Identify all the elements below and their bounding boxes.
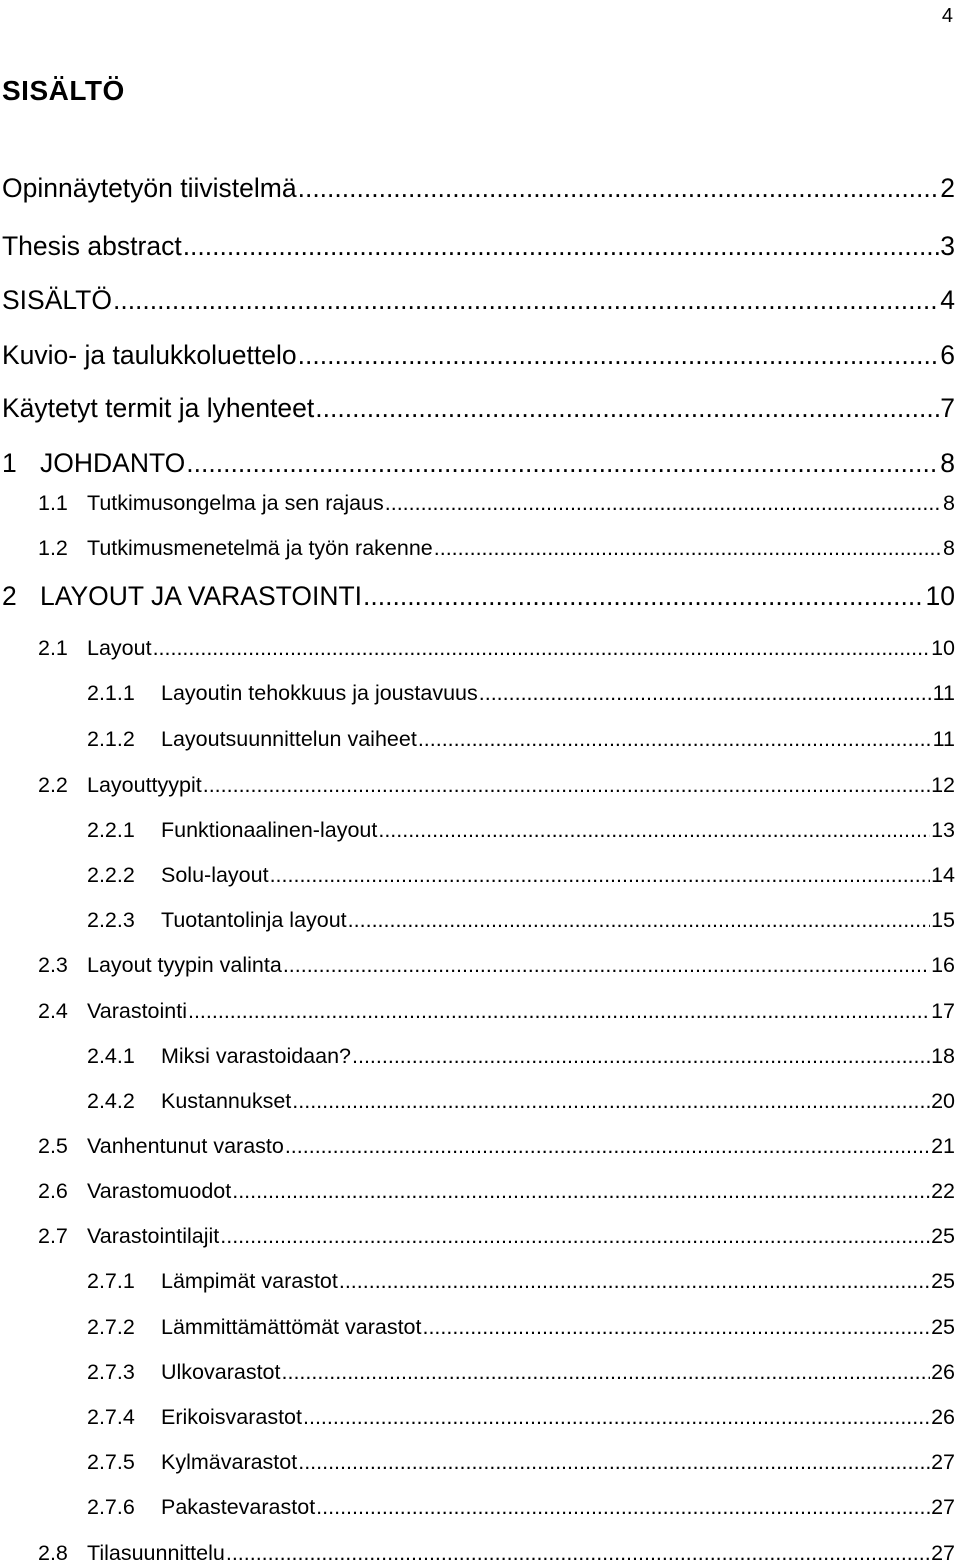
toc-heading: SISÄLTÖ bbox=[2, 75, 125, 106]
dot-leader bbox=[183, 228, 940, 264]
toc-entry-title: Varastomuodot bbox=[87, 1179, 232, 1203]
toc-entry-title: Pakastevarastot bbox=[161, 1495, 316, 1519]
dot-leader bbox=[385, 488, 942, 518]
toc-entry-page: 11 bbox=[932, 727, 955, 751]
toc-entry-chapter[interactable] bbox=[2, 228, 955, 264]
toc-entry-page: 15 bbox=[931, 908, 955, 932]
dot-leader bbox=[203, 770, 930, 800]
toc-entry-title: Varastointilajit bbox=[87, 1224, 220, 1248]
toc-entry-title: Kustannukset bbox=[161, 1089, 292, 1113]
toc-entry-title: Tutkimusongelma ja sen rajaus bbox=[87, 491, 384, 515]
dot-leader bbox=[352, 1041, 930, 1071]
toc-entry-title: Solu-layout bbox=[161, 863, 269, 887]
toc-entry-number: 1.1 bbox=[38, 491, 68, 515]
toc-entry-page: 14 bbox=[931, 863, 955, 887]
toc-entry-number: 2.7.5 bbox=[87, 1450, 135, 1474]
dot-leader bbox=[303, 1402, 930, 1432]
toc-entry-number: 2.1.2 bbox=[87, 727, 135, 751]
toc-entry-page: 25 bbox=[931, 1269, 955, 1293]
toc-entry-page: 25 bbox=[931, 1224, 955, 1248]
toc-entry-number: 2.7.6 bbox=[87, 1495, 135, 1519]
dot-leader bbox=[339, 1266, 930, 1296]
toc-entry-chapter[interactable] bbox=[2, 282, 955, 318]
toc-entry-title: Lämpimät varastot bbox=[161, 1269, 338, 1293]
toc-entry-title: Thesis abstract bbox=[2, 231, 182, 261]
toc-entry-chapter[interactable] bbox=[2, 390, 955, 426]
toc-entry-number: 2.7.2 bbox=[87, 1315, 135, 1339]
toc-entry-title: SISÄLTÖ bbox=[2, 285, 112, 315]
toc-entry-subsection[interactable] bbox=[87, 815, 955, 845]
toc-entry-subsection[interactable] bbox=[87, 860, 955, 890]
toc-entry-subsection[interactable] bbox=[87, 905, 955, 935]
toc-entry-title: Layouttyypit bbox=[87, 773, 202, 797]
dot-leader bbox=[434, 533, 942, 563]
toc-entry-number: 2.6 bbox=[38, 1179, 68, 1203]
toc-entry-title: Opinnäytetyön tiivistelmä bbox=[2, 173, 297, 203]
toc-entry-page: 26 bbox=[931, 1360, 955, 1384]
toc-entry-page: 27 bbox=[931, 1495, 955, 1519]
toc-entry-number: 2.8 bbox=[38, 1541, 68, 1565]
toc-entry-subsection[interactable] bbox=[87, 1447, 955, 1477]
toc-entry-title: Kuvio- ja taulukkoluettelo bbox=[2, 340, 297, 370]
toc-entry-section[interactable] bbox=[38, 950, 955, 980]
toc-entry-section[interactable] bbox=[38, 533, 955, 563]
toc-entry-page: 2 bbox=[940, 173, 955, 203]
dot-leader bbox=[422, 1312, 930, 1342]
toc-entry-section[interactable] bbox=[38, 633, 955, 663]
dot-leader bbox=[186, 445, 939, 481]
toc-entry-section[interactable] bbox=[38, 488, 955, 518]
toc-entry-page: 10 bbox=[931, 636, 955, 660]
toc-entry-page: 26 bbox=[931, 1405, 955, 1429]
toc-entry-subsection[interactable] bbox=[87, 1041, 955, 1071]
toc-entry-subsection[interactable] bbox=[87, 724, 955, 754]
toc-entry-page: 22 bbox=[931, 1179, 955, 1203]
toc-entry-subsection[interactable] bbox=[87, 1266, 955, 1296]
toc-entry-number: 1.2 bbox=[38, 536, 68, 560]
toc-entry-page: 27 bbox=[931, 1450, 955, 1474]
dot-leader bbox=[378, 815, 930, 845]
toc-entry-chapter[interactable] bbox=[2, 337, 955, 373]
toc-entry-number: 2.2.3 bbox=[87, 908, 135, 932]
toc-entry-page: 6 bbox=[940, 340, 955, 370]
toc-entry-subsection[interactable] bbox=[87, 1357, 955, 1387]
toc-entry-number: 2.4.2 bbox=[87, 1089, 135, 1113]
toc-entry-section[interactable] bbox=[38, 996, 955, 1026]
dot-leader bbox=[348, 905, 930, 935]
toc-entry-number: 2.7.4 bbox=[87, 1405, 135, 1429]
dot-leader bbox=[220, 1221, 930, 1251]
toc-entry-title: Layoutin tehokkuus ja joustavuus bbox=[161, 681, 478, 705]
toc-entry-title: Varastointi bbox=[87, 999, 187, 1023]
toc-entry-title: Lämmittämättömät varastot bbox=[161, 1315, 422, 1339]
toc-entry-title: Ulkovarastot bbox=[161, 1360, 281, 1384]
toc-entry-number: 2.2 bbox=[38, 773, 68, 797]
toc-entry-page: 27 bbox=[931, 1541, 955, 1565]
dot-leader bbox=[292, 1086, 930, 1116]
toc-entry-number: 2.7.3 bbox=[87, 1360, 135, 1384]
toc-entry-page: 4 bbox=[940, 285, 955, 315]
toc-entry-page: 7 bbox=[940, 393, 955, 423]
toc-entry-number: 2.1 bbox=[38, 636, 68, 660]
dot-leader bbox=[315, 390, 939, 426]
dot-leader bbox=[270, 860, 931, 890]
toc-entry-number: 2.5 bbox=[38, 1134, 68, 1158]
toc-entry-section[interactable] bbox=[38, 1176, 955, 1206]
toc-entry-title: JOHDANTO bbox=[40, 448, 186, 478]
toc-entry-subsection[interactable] bbox=[87, 1086, 955, 1116]
toc-entry-number: 2.2.2 bbox=[87, 863, 135, 887]
toc-entry-number: 2.4 bbox=[38, 999, 68, 1023]
toc-entry-subsection[interactable] bbox=[87, 1492, 955, 1522]
toc-entry-title: Layout tyypin valinta bbox=[87, 953, 282, 977]
toc-entry-number: 1 bbox=[2, 448, 17, 478]
dot-leader bbox=[479, 678, 932, 708]
toc-entry-page: 8 bbox=[943, 491, 955, 515]
toc-entry-page: 17 bbox=[931, 999, 955, 1023]
toc-entry-section[interactable] bbox=[38, 1131, 955, 1161]
dot-leader bbox=[285, 1131, 930, 1161]
dot-leader bbox=[418, 724, 932, 754]
toc-entry-title: Miksi varastoidaan? bbox=[161, 1044, 352, 1068]
toc-entry-number: 2.4.1 bbox=[87, 1044, 135, 1068]
toc-entry-title: Tilasuunnittelu bbox=[87, 1541, 225, 1565]
toc-entry-number: 2.3 bbox=[38, 953, 68, 977]
toc-entry-page: 12 bbox=[931, 773, 955, 797]
toc-entry-page: 13 bbox=[931, 818, 955, 842]
toc-entry-section[interactable] bbox=[38, 1221, 955, 1251]
toc-entry-number: 2.2.1 bbox=[87, 818, 135, 842]
toc-entry-chapter[interactable] bbox=[2, 445, 955, 481]
toc-entry-title: Kylmävarastot bbox=[161, 1450, 298, 1474]
page-number: 4 bbox=[941, 5, 953, 27]
toc-entry-number: 2.7.1 bbox=[87, 1269, 135, 1293]
toc-entry-number: 2 bbox=[2, 581, 17, 611]
dot-leader bbox=[153, 633, 931, 663]
toc-entry-page: 21 bbox=[931, 1134, 955, 1158]
toc-entry-number: 2.7 bbox=[38, 1224, 68, 1248]
dot-leader bbox=[298, 337, 940, 373]
toc-entry-title: Käytetyt termit ja lyhenteet bbox=[2, 393, 315, 423]
toc-entry-page: 18 bbox=[931, 1044, 955, 1068]
toc-entry-page: 8 bbox=[943, 536, 955, 560]
dot-leader bbox=[113, 282, 939, 318]
dot-leader bbox=[282, 1357, 931, 1387]
toc-entry-page: 8 bbox=[940, 448, 955, 478]
toc-entry-page: 25 bbox=[931, 1315, 955, 1339]
toc-entry-page: 16 bbox=[931, 953, 955, 977]
toc-entry-subsection[interactable] bbox=[87, 1402, 955, 1432]
dot-leader bbox=[316, 1492, 930, 1522]
dot-leader bbox=[188, 996, 930, 1026]
toc-entry-title: Tuotantolinja layout bbox=[161, 908, 347, 932]
toc-entry-subsection[interactable] bbox=[87, 1312, 955, 1342]
dot-leader bbox=[363, 578, 925, 614]
dot-leader bbox=[298, 170, 940, 206]
toc-entry-title: Erikoisvarastot bbox=[161, 1405, 302, 1429]
toc-entry-title: Layoutsuunnittelun vaiheet bbox=[161, 727, 417, 751]
toc-entry-page: 11 bbox=[932, 681, 955, 705]
dot-leader bbox=[283, 950, 930, 980]
toc-entry-page: 10 bbox=[925, 581, 955, 611]
toc-entry-chapter[interactable] bbox=[2, 170, 955, 206]
dot-leader bbox=[298, 1447, 930, 1477]
toc-entry-title: Layout bbox=[87, 636, 152, 660]
toc-entry-number: 2.1.1 bbox=[87, 681, 135, 705]
toc-entry-section[interactable] bbox=[38, 770, 955, 800]
toc-entry-page: 20 bbox=[931, 1089, 955, 1113]
toc-entry-title: Vanhentunut varasto bbox=[87, 1134, 284, 1158]
toc-entry-title: Funktionaalinen-layout bbox=[161, 818, 378, 842]
toc-entry-chapter[interactable] bbox=[2, 578, 955, 614]
toc-entry-title: LAYOUT JA VARASTOINTI bbox=[40, 581, 363, 611]
toc-entry-subsection[interactable] bbox=[87, 678, 955, 708]
dot-leader bbox=[232, 1176, 930, 1206]
toc-entry-page: 3 bbox=[940, 231, 955, 261]
toc-entry-title: Tutkimusmenetelmä ja työn rakenne bbox=[87, 536, 433, 560]
